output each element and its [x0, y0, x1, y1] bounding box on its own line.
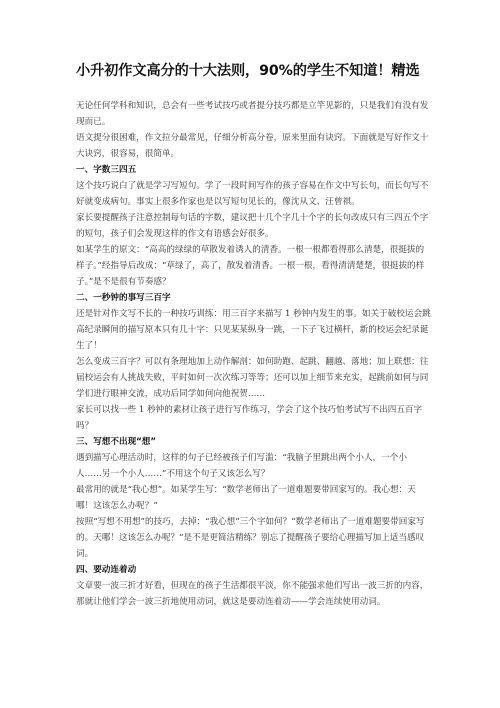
- paragraph: 最常用的就是“我心想”。如某学生写：“数学老师出了一道难题要带回家写的。我心想：天哪！这该怎么办呢？”: [76, 485, 416, 511]
- paragraph: 还是针对作文写不长的一种技巧训练：用三百字来描写 1 秒钟内发生的事。如关于破校运会跳高纪录瞬间的描写原本只有几十字：只见某某纵身一跳，一下子飞过横杆，新的校运会纪录诞生了！: [76, 309, 431, 351]
- paragraph: 文章要一波三折才好看，但现在的孩子生活都很平淡，你不能强求他们写出一波三折的内容，那就让他们学会一波三折地使用动词，就这是要动连着动——学会连续使用动词。: [76, 581, 429, 607]
- paragraph: 怎么变成三百字？可以有条理地加上动作解剖：如何助跑、起跳、翻越、落地；加上联想：往届校运会有人挑战失败，平时如何一次次练习等等；还可以加上细节来充实，起跳前如何与同学们进行眼神交流，成功后同学如何向他祝贺……: [76, 357, 429, 399]
- section-heading: 四、要动连着动: [76, 565, 137, 575]
- section-heading: 一、字数三四五: [76, 165, 137, 175]
- paragraph: 如某学生的原文：“高高的绿绿的草散发着诱人的清香。一根一根都看得那么清楚，很挺拔的样子。”经指导后改成：“草绿了，高了，散发着清香。一根一根，看得清清楚楚，很挺拔的样子。”是不是很有节奏感？: [76, 245, 425, 287]
- article-body: [76, 98, 432, 610]
- section-heading: 三、写想不出现“想”: [76, 437, 157, 447]
- paragraph: 按照“写想不用想”的技巧，去掉：“我心想”三个字如何？“数学老师出了一道难题要带回家写的。天哪！这该怎么办呢？”是不是更简洁精练？别忘了提醒孩子要给心理描写加上适当感叹词。: [76, 517, 425, 559]
- section-heading: 二、一秒钟的事写三百字: [76, 293, 171, 303]
- paragraph: 这个技巧说白了就是学习写短句。学了一段时间写作的孩子容易在作文中写长句，而长句写不好就变成病句。事实上很多作家也是以写短句见长的，像沈从文、汪曾祺。: [76, 181, 429, 207]
- paragraph: 家长可以找一些 1 秒钟的素材让孩子进行写作练习，学会了这个技巧怕考试写不出四五百字吗？: [76, 405, 423, 431]
- paragraph: 无论任何学科和知识，总会有一些考试技巧或者提分技巧都是立竿见影的，只是我们有没有发现而已。: [76, 101, 429, 127]
- paragraph: 语文提分很困难，作文拉分最常见，仔细分析高分卷，原来里面有诀窍。下面就是写好作文十大诀窍，很容易，很简单。: [76, 133, 429, 159]
- article-title: 小升初作文高分的十大法则，90%的学生不知道！精选: [76, 63, 420, 79]
- paragraph: 遇到描写心理活动时，这样的句子已经被孩子们写滥：“我脑子里跳出两个小人，一个小人……另一个小人……”不用这个句子又该怎么写？: [76, 453, 407, 479]
- paragraph: 家长要提醒孩子注意控制每句话的字数，建议把十几个字几十个字的长句改成只有三四五个字的短句，孩子们会发现这样的作文有语感会好很多。: [76, 213, 429, 239]
